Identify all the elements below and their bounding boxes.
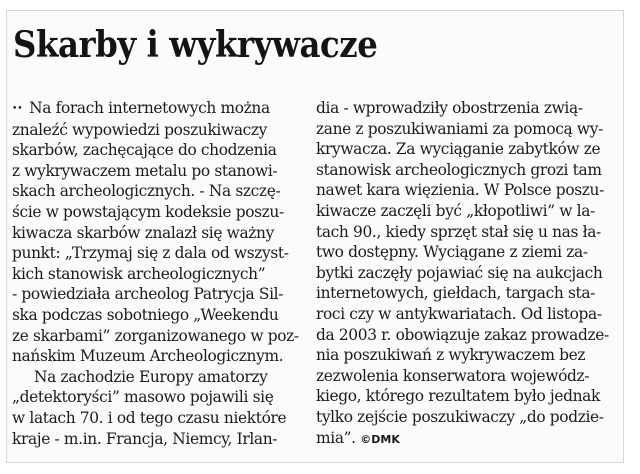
paragraph-line: w latach 70. i od tego czasu niektóre bbox=[12, 408, 287, 427]
article-title: Skarby i wykrywacze bbox=[13, 24, 378, 66]
paragraph-line: •• Na forach internetowych można bbox=[12, 99, 270, 117]
paragraph-line: tylko zejście poszukiwaczy „do podzie- bbox=[316, 407, 604, 426]
bullet-marker: •• bbox=[12, 104, 23, 114]
paragraph-line: ze skarbami” zorganizowanego w poz- bbox=[12, 326, 299, 345]
article-column-left bbox=[12, 98, 302, 449]
paragraph-line: Na zachodzie Europy amatorzy bbox=[34, 367, 268, 386]
paragraph-line: krywacza. Za wyciąganie zabytków ze bbox=[316, 140, 601, 159]
paragraph-line: zezwolenia konserwatora wojewódz- bbox=[316, 366, 590, 385]
paragraph-line: z wykrywaczem metalu po stanowi- bbox=[12, 161, 278, 180]
paragraph-line: punkt: „Trzymaj się z dala od wszyst- bbox=[12, 244, 289, 263]
paragraph-line: nawet kara więzienia. W Polsce poszu- bbox=[316, 181, 604, 200]
paragraph-line: - powiedziała archeolog Patrycja Sil- bbox=[12, 285, 284, 304]
paragraph-line: ście w powstającym kodeksie poszu- bbox=[12, 202, 284, 221]
paragraph-line: da 2003 r. obowiązuje zakaz prowadze- bbox=[316, 325, 609, 344]
paragraph-line: znaleźć wypowiedzi poszukiwaczy bbox=[12, 120, 268, 139]
paragraph-line: internetowych, giełdach, targach sta- bbox=[316, 284, 596, 303]
article-column-right bbox=[316, 98, 616, 450]
paragraph-line: nańskim Muzeum Archeologicznym. bbox=[12, 347, 284, 366]
paragraph-line: kiwacze zaczęli być „kłopotliwi” w la- bbox=[316, 201, 595, 220]
paragraph-line: bytki zaczęły pojawiać się na aukcjach bbox=[316, 263, 603, 282]
author-signature: ©DMK bbox=[360, 432, 400, 446]
paragraph-line: skarbów, zachęcające do chodzenia bbox=[12, 141, 277, 160]
paragraph-line-last: mia”. ©DMK bbox=[316, 428, 400, 447]
paragraph-line: kraje - m.in. Francja, Niemcy, Irlan- bbox=[12, 429, 278, 448]
paragraph-line: nia poszukiwań z wykrywaczem bez bbox=[316, 346, 586, 365]
paragraph-line: tach 90., kiedy sprzęt stał się u nas ła- bbox=[316, 222, 601, 241]
paragraph-line: roci czy w antykwariatach. Od listopa- bbox=[316, 304, 602, 323]
paragraph-line: dia - wprowadziły obostrzenia zwią- bbox=[316, 99, 583, 117]
paragraph-line: kiwacza skarbów znalazł się ważny bbox=[12, 223, 274, 242]
paragraph-line: ska podczas sobotniego „Weekendu bbox=[12, 305, 279, 324]
paragraph-line: two dostępny. Wyciągane z ziemi za- bbox=[316, 243, 588, 262]
paragraph-line: stanowisk archeologicznych grozi tam bbox=[316, 160, 602, 179]
paragraph-line: zane z poszukiwaniami za pomocą wy- bbox=[316, 119, 603, 138]
paragraph-line: kich stanowisk archeologicznych” bbox=[12, 264, 266, 283]
paragraph-line: skach archeologicznych. - Na szczę- bbox=[12, 182, 281, 201]
paragraph-line: „detektoryści” masowo pojawili się bbox=[12, 388, 274, 407]
paragraph-line: kiego, którego rezultatem było jednak bbox=[316, 387, 600, 406]
